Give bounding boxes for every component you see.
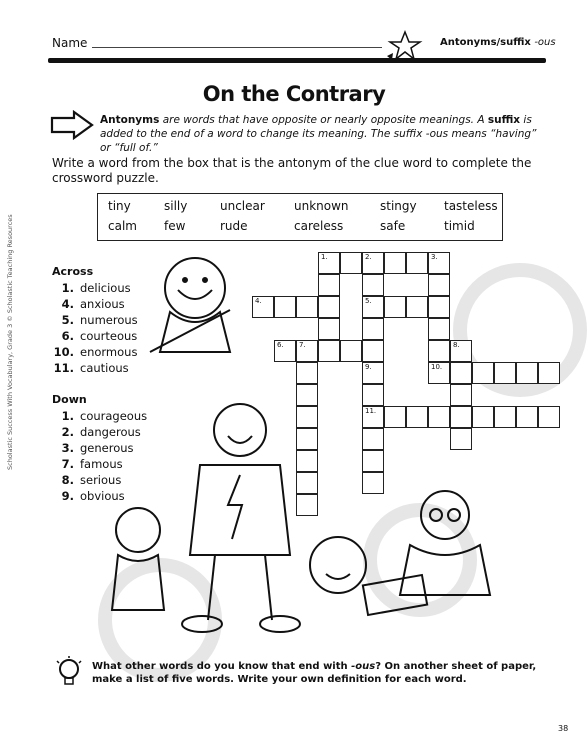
topic-label: Antonyms/suffix -ous — [440, 37, 556, 48]
down-heading: Down — [52, 393, 87, 406]
crossword-cell-number: 6. — [277, 341, 284, 349]
crossword-cell-number: 11. — [365, 407, 377, 415]
crossword-cell-number: 7. — [299, 341, 306, 349]
instructions: Write a word from the box that is the antonym of the clue word to complete the crossword puzzle. — [52, 156, 532, 185]
name-field[interactable] — [92, 47, 382, 48]
across-heading: Across — [52, 265, 94, 278]
arrow-icon — [50, 110, 96, 140]
word-box-word: stingy — [380, 199, 417, 213]
word-box — [97, 193, 503, 241]
word-box-word: unclear — [220, 199, 265, 213]
across-clue: 10. enormous — [53, 345, 138, 359]
page-number: 38 — [558, 724, 569, 733]
word-box-word: silly — [164, 199, 188, 213]
crossword-cell-number: 10. — [431, 363, 443, 371]
kids-illustration — [90, 250, 560, 640]
word-box-word: tiny — [108, 199, 131, 213]
down-clue: 8. serious — [61, 473, 122, 487]
word-box-word: safe — [380, 219, 406, 233]
word-box-word: timid — [444, 219, 475, 233]
header-rule — [48, 58, 546, 63]
page-title: On the Contrary — [202, 82, 386, 106]
across-clue: 11. cautious — [53, 361, 129, 375]
side-credit: Scholastic Success With Vocabulary, Grade 3 © Scholastic Teaching Resources — [6, 214, 14, 470]
down-clue: 7. famous — [61, 457, 123, 471]
down-clue: 2. dangerous — [61, 425, 141, 439]
crossword-cell-number: 5. — [365, 297, 372, 305]
crossword-cell-number: 8. — [453, 341, 460, 349]
intro-text: Antonyms are words that have opposite or nearly opposite meanings. A suffix is added to the end of a word to change its meaning. The suffix -ous means “having” or “full of.” — [100, 114, 537, 154]
word-box-word: few — [164, 219, 186, 233]
crossword-cell-number: 4. — [255, 297, 262, 305]
word-box-word: calm — [108, 219, 137, 233]
crossword-cell-number: 2. — [365, 253, 372, 261]
crossword-cell-number: 3. — [431, 253, 438, 261]
down-clue: 1. courageous — [61, 409, 148, 423]
across-clue: 4. anxious — [61, 297, 125, 311]
down-clue: 9. obvious — [61, 489, 125, 503]
name-label: Name — [52, 36, 88, 50]
word-box-word: rude — [220, 219, 248, 233]
lightbulb-icon — [54, 656, 84, 692]
down-clue: 3. generous — [61, 441, 134, 455]
word-box-word: unknown — [294, 199, 349, 213]
crossword-cell-number: 9. — [365, 363, 372, 371]
across-clue: 5. numerous — [61, 313, 138, 327]
extension-prompt: What other words do you know that end with -ous? On another sheet of paper, make a list of five words. Write your own definition for each word. — [92, 661, 537, 685]
across-clue: 1. delicious — [61, 281, 131, 295]
crossword-cell-number: 1. — [321, 253, 328, 261]
word-box-word: tasteless — [444, 199, 498, 213]
word-box-word: careless — [294, 219, 344, 233]
across-clue: 6. courteous — [61, 329, 138, 343]
